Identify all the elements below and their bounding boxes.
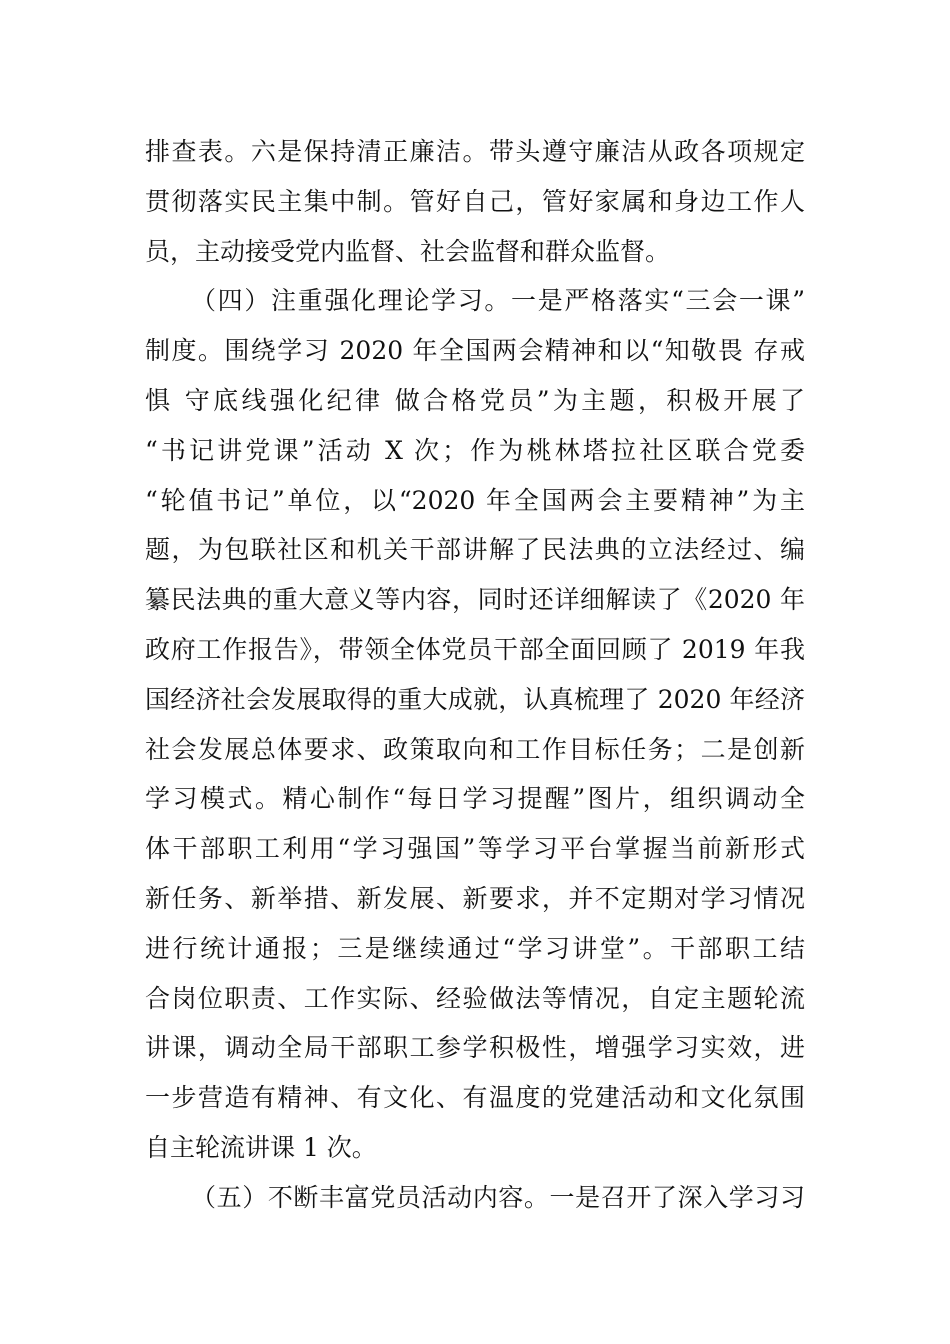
text-line: 体干部职工利用“学习强国”等学习平台掌握当前新形式 xyxy=(145,834,805,864)
text-line: 合岗位职责、工作实际、经验做法等情况，自定主题轮流 xyxy=(145,983,805,1013)
text-line: 自主轮流讲课 1 次。 xyxy=(145,1132,377,1162)
text-line: 纂民法典的重大意义等内容，同时还详细解读了《2020 年 xyxy=(145,585,805,615)
paragraph-section-4 xyxy=(145,276,805,1172)
text-line: 制度。围绕学习 2020 年全国两会精神和以“知敬畏 存戒 xyxy=(145,336,805,366)
text-line: “轮值书记”单位，以“2020 年全国两会主要精神”为主 xyxy=(145,485,805,515)
text-line: 贯彻落实民主集中制。管好自己，管好家属和身边工作人 xyxy=(145,186,805,216)
text-line: 国经济社会发展取得的重大成就，认真梳理了 2020 年经济 xyxy=(145,684,805,714)
text-line: 社会发展总体要求、政策取向和工作目标任务；二是创新 xyxy=(145,734,805,764)
text-line: “书记讲党课”活动 X 次；作为桃林塔拉社区联合党委 xyxy=(145,435,805,465)
text-line: （四）注重强化理论学习。一是严格落实“三会一课” xyxy=(191,286,805,316)
text-line: 员，主动接受党内监督、社会监督和群众监督。 xyxy=(145,236,671,266)
text-line: 进行统计通报；三是继续通过“学习讲堂”。干部职工结 xyxy=(145,933,805,963)
text-line: 排查表。六是保持清正廉洁。带头遵守廉洁从政各项规定 xyxy=(145,137,805,166)
text-line: （五）不断丰富党员活动内容。一是召开了深入学习习 xyxy=(191,1182,805,1212)
paragraph-continuation xyxy=(145,127,805,276)
text-line: 政府工作报告》，带领全体党员干部全面回顾了 2019 年我 xyxy=(145,634,805,664)
paragraph-section-5 xyxy=(145,1173,805,1223)
text-line: 学习模式。精心制作“每日学习提醒”图片，组织调动全 xyxy=(145,784,805,814)
text-line: 惧 守底线强化纪律 做合格党员”为主题，积极开展了 xyxy=(145,385,805,415)
text-line: 题，为包联社区和机关干部讲解了民法典的立法经过、编 xyxy=(145,535,805,565)
text-line: 讲课，调动全局干部职工参学积极性，增强学习实效，进 xyxy=(145,1033,805,1063)
body-text xyxy=(145,127,805,1223)
text-line: 新任务、新举措、新发展、新要求，并不定期对学习情况 xyxy=(145,883,805,913)
text-line: 一步营造有精神、有文化、有温度的党建活动和文化氛围 xyxy=(145,1083,805,1113)
